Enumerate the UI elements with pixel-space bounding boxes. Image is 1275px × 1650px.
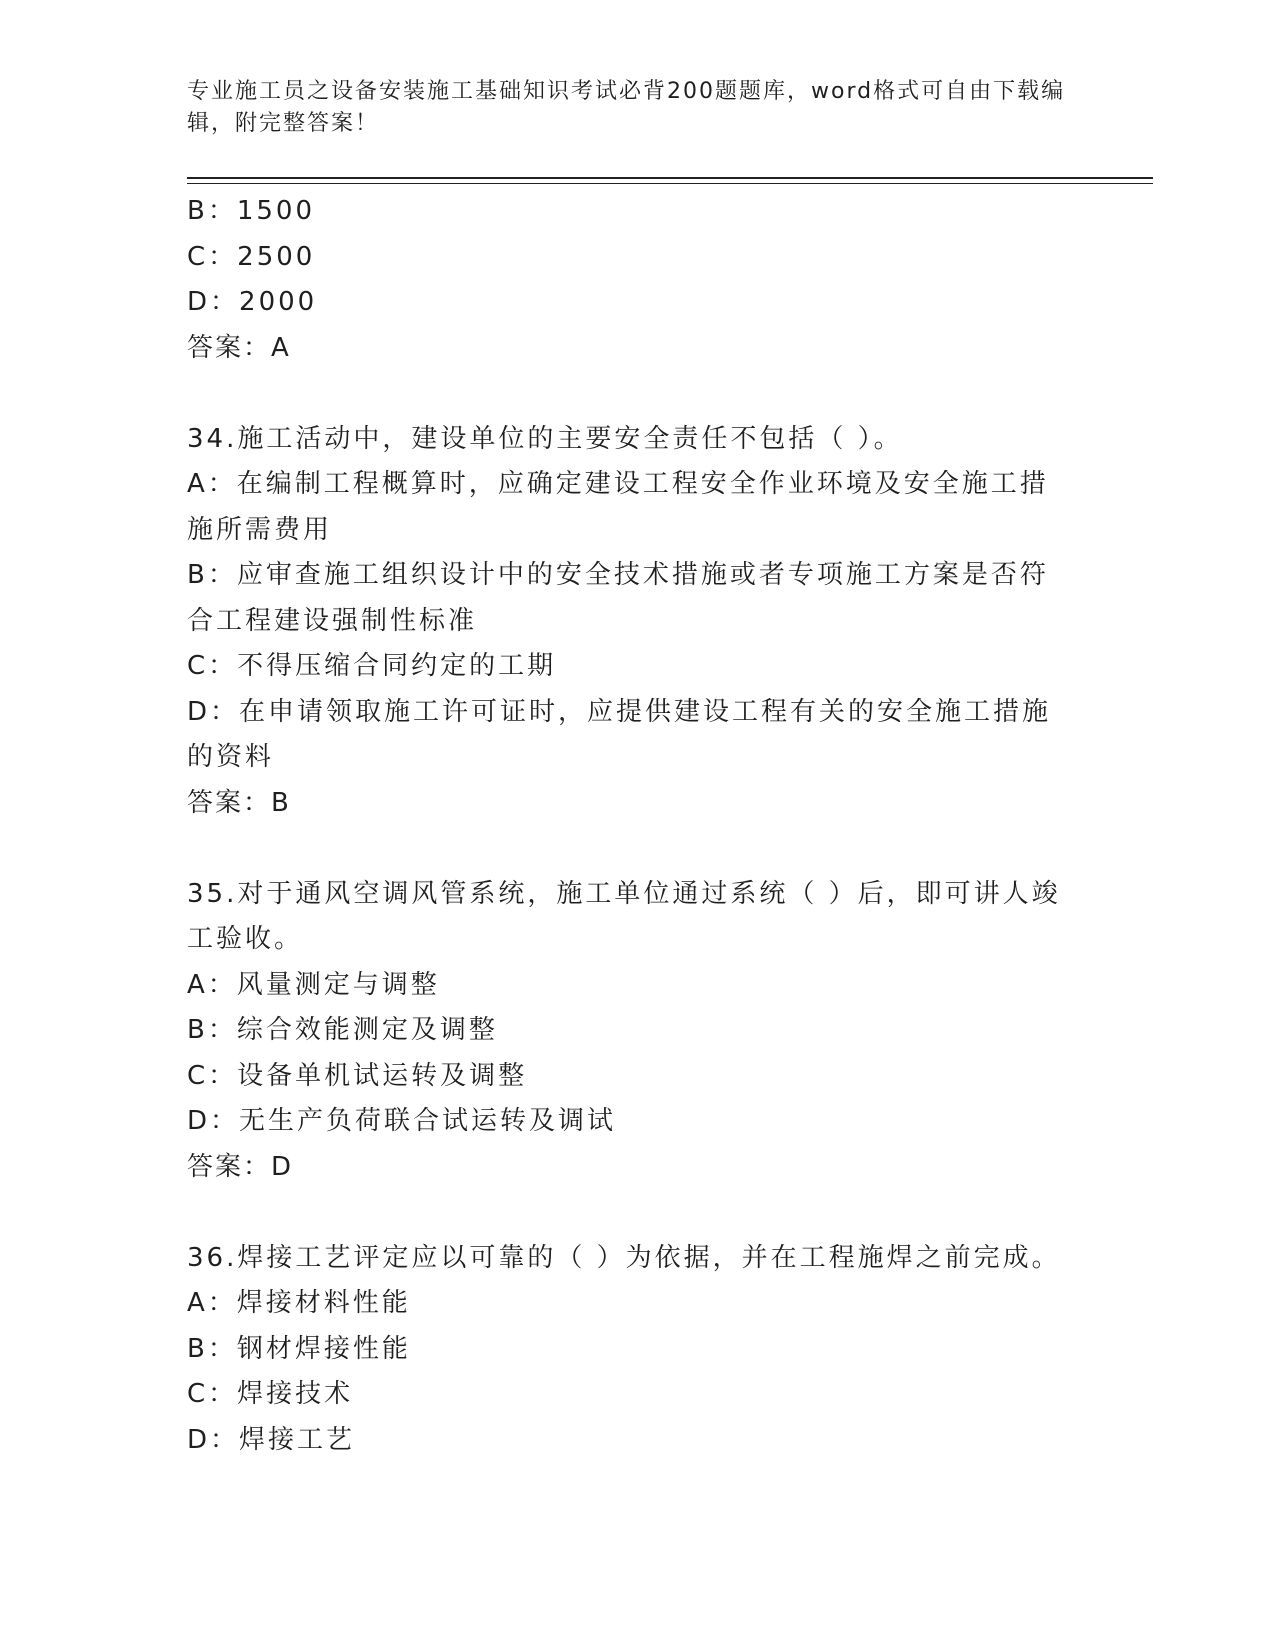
question-36: 36.焊接工艺评定应以可靠的（ ）为依据，并在工程施焊之前完成。 — [187, 1242, 1061, 1273]
option-b: B：1500 — [187, 196, 316, 226]
option-b: B：钢材焊接性能 — [187, 1333, 411, 1364]
header-rule-thin — [187, 183, 1153, 184]
answer-line: 答案：D — [187, 1151, 294, 1182]
question-content — [187, 189, 1077, 1463]
option-b: B：综合效能测定及调整 — [187, 1015, 498, 1045]
option-d: D：无生产负荷联合试运转及调试 — [187, 1106, 617, 1136]
option-c: C：焊接技术 — [187, 1379, 354, 1409]
option-a: A：在编制工程概算时，应确定建设工程安全作业环境及安全施工措施所需费用 — [187, 469, 1049, 545]
option-d: D：在申请领取施工许可证时，应提供建设工程有关的安全施工措施的资料 — [187, 696, 1052, 772]
answer-line: 答案：B — [187, 787, 291, 818]
header-rule-thick — [187, 177, 1153, 179]
option-a: A：焊接材料性能 — [187, 1288, 411, 1318]
option-a: A：风量测定与调整 — [187, 969, 440, 1000]
question-35: 35.对于通风空调风管系统，施工单位通过系统（ ）后，即可讲人竣工验收。 — [187, 878, 1061, 954]
option-c: C：不得压缩合同约定的工期 — [187, 651, 557, 681]
spacer — [187, 371, 1077, 417]
option-d: D：焊接工艺 — [187, 1424, 356, 1455]
option-c: C：2500 — [187, 241, 316, 272]
option-c: C：设备单机试运转及调整 — [187, 1060, 528, 1091]
question-34: 34.施工活动中，建设单位的主要安全责任不包括（ ）。 — [187, 423, 903, 454]
option-b: B：应审查施工组织设计中的安全技术措施或者专项施工方案是否符合工程建设强制性标准 — [187, 560, 1049, 636]
spacer — [187, 826, 1077, 872]
page-header: 专业施工员之设备安装施工基础知识考试必背200题题库，word格式可自由下载编辑，附完整答案！ — [187, 79, 1066, 136]
option-d: D：2000 — [187, 287, 318, 317]
spacer — [187, 1190, 1077, 1236]
answer-line: 答案：A — [187, 332, 291, 363]
